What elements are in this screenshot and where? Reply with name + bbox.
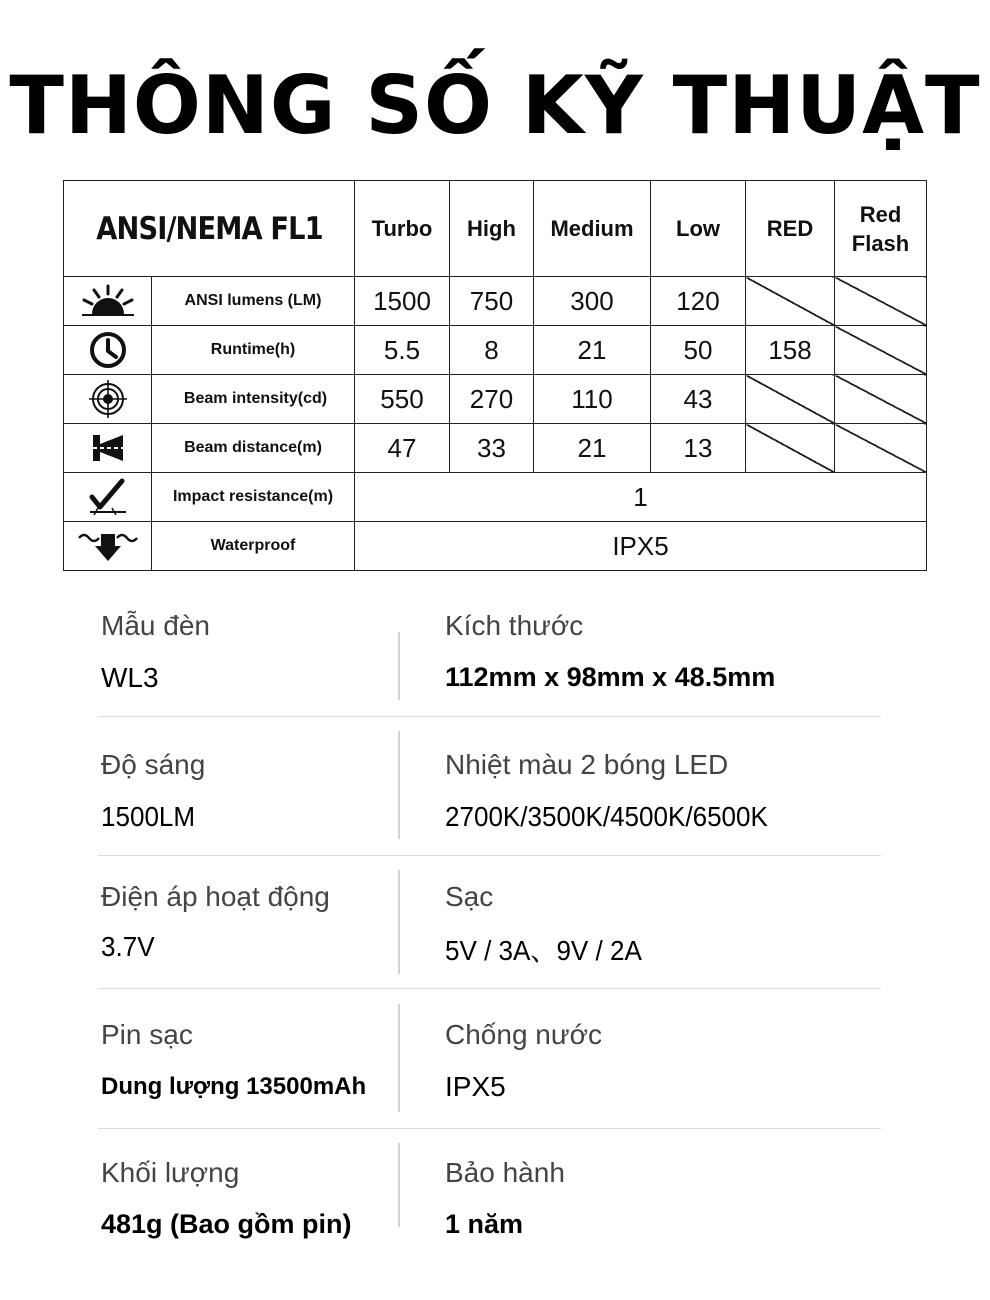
row-label-impact: Impact resistance(m)	[152, 473, 355, 522]
divider	[398, 1143, 400, 1227]
table-row	[64, 473, 927, 522]
runtime-low: 50	[651, 326, 746, 375]
table-row	[64, 326, 927, 375]
spec-value: 5V / 3A、9V / 2A	[445, 935, 642, 966]
table-row	[64, 522, 927, 571]
spec-table	[63, 180, 927, 571]
spec-row	[98, 717, 881, 856]
empty-cell	[835, 277, 927, 326]
clock-icon	[64, 326, 152, 375]
distance-medium: 21	[534, 424, 651, 473]
table-row	[64, 277, 927, 326]
spec-label: Chống nước	[445, 1019, 602, 1050]
table-row	[64, 424, 927, 473]
divider	[398, 870, 400, 974]
spec-value: 2700K/3500K/4500K/6500K	[445, 801, 768, 832]
mode-red: RED	[746, 181, 835, 277]
spec-value: 112mm x 98mm x 48.5mm	[445, 662, 776, 692]
empty-cell	[746, 424, 835, 473]
spec-label: Sạc	[445, 881, 494, 912]
spec-label: Nhiệt màu 2 bóng LED	[445, 749, 729, 780]
spec-label: Pin sạc	[101, 1019, 193, 1050]
target-icon	[64, 375, 152, 424]
intensity-high: 270	[450, 375, 534, 424]
impact-value: 1	[355, 473, 927, 522]
mode-red-flash: Red Flash	[835, 181, 927, 277]
empty-cell	[835, 326, 927, 375]
divider	[398, 1004, 400, 1112]
beam-distance-icon	[64, 424, 152, 473]
lumens-turbo: 1500	[355, 277, 450, 326]
mode-low: Low	[651, 181, 746, 277]
mode-medium: Medium	[534, 181, 651, 277]
runtime-high: 8	[450, 326, 534, 375]
table-header-row	[64, 181, 927, 277]
spec-row	[98, 856, 881, 989]
row-label-lumens: ANSI lumens (LM)	[152, 277, 355, 326]
spec-value: 3.7V	[101, 931, 155, 962]
lumens-high: 750	[450, 277, 534, 326]
empty-cell	[835, 424, 927, 473]
spec-label: Độ sáng	[101, 749, 206, 780]
divider	[398, 632, 400, 700]
spec-value: 481g (Bao gồm pin)	[101, 1209, 352, 1239]
divider	[398, 731, 400, 839]
lumens-low: 120	[651, 277, 746, 326]
sunburst-icon	[64, 277, 152, 326]
row-label-distance: Beam distance(m)	[152, 424, 355, 473]
runtime-red: 158	[746, 326, 835, 375]
row-label-runtime: Runtime(h)	[152, 326, 355, 375]
empty-cell	[835, 375, 927, 424]
distance-high: 33	[450, 424, 534, 473]
spec-label: Kích thước	[445, 610, 584, 641]
spec-label: Bảo hành	[445, 1157, 565, 1188]
runtime-medium: 21	[534, 326, 651, 375]
mode-high: High	[450, 181, 534, 277]
spec-label: Mẫu đèn	[101, 610, 210, 641]
waterproof-icon	[64, 522, 152, 571]
impact-check-icon	[64, 473, 152, 522]
spec-row	[98, 600, 881, 717]
empty-cell	[746, 375, 835, 424]
runtime-turbo: 5.5	[355, 326, 450, 375]
row-label-waterproof: Waterproof	[152, 522, 355, 571]
intensity-medium: 110	[534, 375, 651, 424]
spec-value: WL3	[101, 662, 159, 693]
row-label-intensity: Beam intensity(cd)	[152, 375, 355, 424]
distance-low: 13	[651, 424, 746, 473]
spec-value: 1500LM	[101, 801, 196, 832]
table-row	[64, 375, 927, 424]
mode-turbo: Turbo	[355, 181, 450, 277]
page-title: THÔNG SỐ KỸ THUẬT	[9, 59, 981, 152]
spec-row	[98, 1129, 881, 1259]
intensity-turbo: 550	[355, 375, 450, 424]
standard-label: ANSI/NEMA FL1	[81, 181, 337, 277]
spec-list	[98, 600, 881, 1259]
spec-row	[98, 989, 881, 1129]
waterproof-value: IPX5	[355, 522, 927, 571]
empty-cell	[746, 277, 835, 326]
spec-value: IPX5	[445, 1071, 506, 1102]
spec-label: Khối lượng	[101, 1157, 240, 1188]
lumens-medium: 300	[534, 277, 651, 326]
spec-value: 1 năm	[445, 1209, 524, 1239]
distance-turbo: 47	[355, 424, 450, 473]
intensity-low: 43	[651, 375, 746, 424]
spec-label: Điện áp hoạt động	[101, 881, 330, 912]
spec-value: Dung lượng 13500mAh	[101, 1073, 367, 1100]
